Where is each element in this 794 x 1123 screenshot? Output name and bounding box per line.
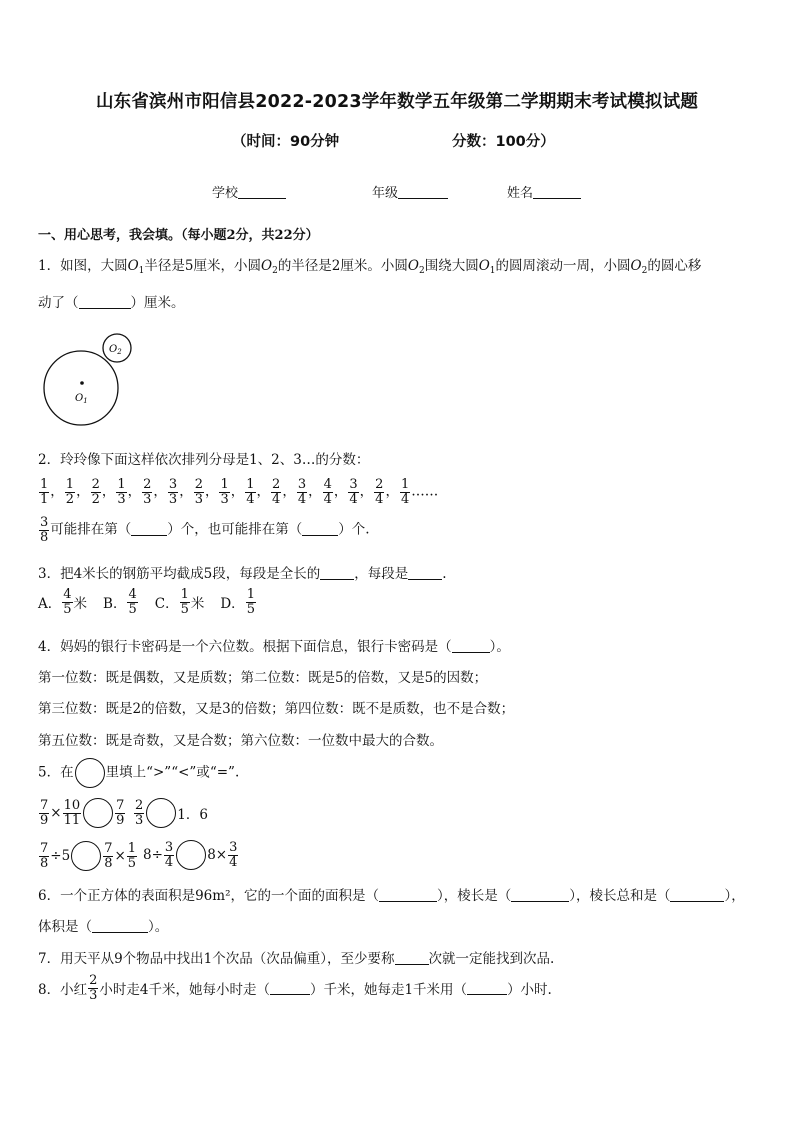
q6-blank-4[interactable] (92, 920, 148, 933)
exam-time: （时间：90分钟 (232, 134, 340, 150)
q3-option[interactable]: B． $\frac{4}{5}$ (103, 587, 137, 617)
q2-seq-fraction: $\frac{4}{4}$ (323, 477, 332, 507)
q2-blank-1[interactable] (131, 523, 167, 536)
q4-line4: 第五位数：既是奇数，又是合数；第六位数：一位数中最大的合数。 (38, 733, 443, 749)
q5-example-circle (75, 758, 105, 788)
q3-blank-1[interactable] (320, 567, 354, 580)
q2-seq-fraction: $\frac{2}{3}$ (194, 477, 203, 507)
q4-line1: 4．妈妈的银行卡密码是一个六位数。根据下面信息，银行卡密码是（ ）。 (38, 639, 510, 655)
exam-score: 分数：100分） (452, 134, 555, 150)
q8-blank-2[interactable] (467, 982, 507, 995)
q2-seq-fraction: $\frac{1}{3}$ (220, 477, 229, 507)
q2-line3: $\frac{3}{8}$ 可能排在第（ ）个，也可能排在第（ ）个. (40, 515, 370, 545)
q2-seq-fraction: $\frac{1}{1}$ (40, 477, 49, 507)
q5-compare-circle-1[interactable] (83, 798, 113, 828)
q7-blank[interactable] (395, 952, 429, 965)
q3-option[interactable]: D． $\frac{1}{5}$ (220, 587, 255, 617)
q5-ex2: $\frac{2}{3}$ 1．6 (135, 798, 208, 828)
q5-compare-circle-3[interactable] (71, 841, 101, 871)
q2-seq-fraction: $\frac{1}{2}$ (65, 477, 75, 507)
q7-question: 7．用天平从9个物品中找出1个次品（次品偏重），至少要称 次就一定能找到次品. (38, 951, 555, 967)
circles-figure (40, 333, 140, 428)
q2-seq-fraction: $\frac{3}{4}$ (349, 477, 358, 507)
q2-seq-fraction: $\frac{1}{4}$ (246, 477, 255, 507)
q5-ex4: 8÷ $\frac{3}{4}$ 8× $\frac{3}{4}$ (143, 839, 238, 870)
q2-seq-fraction: $\frac{2}{4}$ (375, 477, 384, 507)
q5-ex3: $\frac{7}{8}$ ÷5 $\frac{7}{8}$ × $\frac{1}{5}$ (40, 841, 137, 871)
q2-seq-fraction: $\frac{2}{4}$ (272, 477, 281, 507)
q3-option[interactable]: C． $\frac{1}{5}$ 米 (154, 587, 205, 617)
small-circle-label: $O_2$ (109, 344, 122, 356)
q5-compare-circle-2[interactable] (146, 798, 176, 828)
q2-ellipsis: …… (411, 483, 439, 500)
q6-blank-2[interactable] (511, 889, 569, 902)
name-field (507, 182, 581, 201)
school-blank[interactable] (238, 186, 286, 199)
q1-line1: 1．如图，大圆$O_1$半径是5厘米，小圆$O_2$的半径是2厘米。小圆$O_2$围绕大圆$O_1$的圆周滚动一周，小圆$O_2$的圆心移 (38, 258, 702, 276)
page-title: 山东省滨州市阳信县2022-2023学年数学五年级第二学期期末考试模拟试题 (95, 92, 699, 112)
q2-seq-fraction: $\frac{3}{3}$ (168, 477, 178, 507)
school-label: 学校 (212, 186, 239, 201)
q6-line2: 体积是（ ）。 (38, 919, 169, 935)
q2-seq-fraction: $\frac{1}{3}$ (117, 477, 126, 507)
name-label: 姓名 (507, 186, 534, 201)
grade-blank[interactable] (398, 186, 448, 199)
grade-label: 年级 (372, 186, 399, 201)
q3-question: 3．把4米长的钢筋平均截成5段，每段是全长的 ，每段是 . (38, 566, 447, 582)
big-circle-label: $O_1$ (75, 393, 88, 405)
q2-seq-fraction: $\frac{2}{3}$ (143, 477, 152, 507)
q2-seq-fraction: $\frac{3}{4}$ (297, 477, 307, 507)
q2-seq-fraction: $\frac{1}{4}$ (400, 477, 410, 507)
q8-question: 8．小红 $\frac{2}{3}$ 小时走4千米，她每小时走（ ）千米，她每走1千米用（ ）小时. (38, 973, 552, 1003)
name-blank[interactable] (533, 186, 581, 199)
q5-line1: 5．在 里填上“>”“<”或“=”. (38, 758, 239, 788)
grade-field (372, 182, 448, 201)
q4-line2: 第一位数：既是偶数，又是质数；第二位数：既是5的倍数，又是5的因数； (38, 670, 488, 686)
q6-line1: 6．一个正方体的表面积是96m²，它的一个面的面积是（ ），棱长是（ ），棱长总和是（ ）， (38, 888, 745, 904)
q4-line3: 第三位数：既是2的倍数，又是3的倍数；第四位数：既不是质数，也不是合数； (38, 701, 515, 717)
q5-compare-circle-4[interactable] (176, 840, 206, 870)
q5-ex1: $\frac{7}{9}$ × $\frac{10}{11}$ $\frac{7}{9}$ (40, 798, 125, 828)
q2-sequence: $\frac{1}{1}$ ， $\frac{1}{2}$ ， $\frac{2}{2}$ ， $\frac{1}{3}$ ， $\frac{2}{3}$ ， $\frac{3}{3}$ ， $\frac{2}{3}$ ， $\frac{1}{3}$ ， $\frac{1}{4}$ ， $\frac{2}{4}$ ， $\frac{3}{4}$ ， $\frac{4}{4}$ ， $\frac{3}{4}$ ， $\frac{2}{4}$ ， $\frac{1}{4}$ …… (40, 477, 439, 507)
q6-blank-1[interactable] (379, 889, 437, 902)
q2-target-fraction: $\frac{3}{8}$ (40, 515, 49, 545)
section-heading: 一、用心思考，我会填。（每小题2分，共22分） (38, 228, 319, 243)
q1-answer-blank[interactable] (79, 296, 131, 309)
q6-blank-3[interactable] (670, 889, 724, 902)
q2-blank-2[interactable] (302, 523, 338, 536)
q8-blank-1[interactable] (270, 982, 310, 995)
big-circle (44, 351, 118, 425)
q1-line2: 动了（ ）厘米。 (38, 295, 185, 311)
q2-seq-fraction: $\frac{2}{2}$ (91, 477, 100, 507)
q3-options (38, 588, 273, 616)
school-field (212, 182, 286, 201)
q3-blank-2[interactable] (408, 567, 442, 580)
q2-line1: 2．玲玲像下面这样依次排列分母是1、2、3…的分数： (38, 452, 370, 468)
big-circle-center (80, 381, 84, 385)
q4-answer-blank[interactable] (452, 640, 490, 653)
q3-option[interactable]: A． $\frac{4}{5}$ 米 (38, 587, 88, 617)
q8-fraction: $\frac{2}{3}$ (89, 973, 98, 1003)
